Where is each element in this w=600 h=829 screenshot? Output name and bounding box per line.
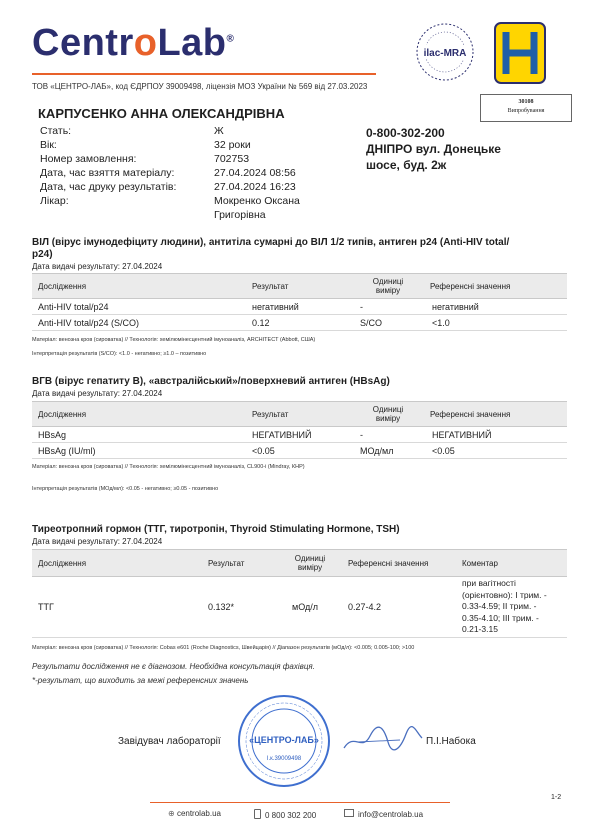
section-title-hiv: ВІЛ (вірус імунодефіциту людини), антитіла сумарні до ВІЛ 1/2 типів, антиген p24 (Anti-HIV total/ p24) — [32, 237, 510, 260]
section-date-hiv: Дата видачі результату: 27.04.2024 — [32, 262, 163, 271]
field-label-age: Вік: — [40, 139, 57, 151]
contact-address-1: ДНІПРО вул. Донецьке — [366, 142, 501, 156]
table-cell: 0.132* — [208, 602, 235, 612]
contact-address-2: шосе, буд. 2ж — [366, 158, 447, 172]
table-cell: HBsAg — [38, 430, 67, 440]
section-date-tsh: Дата видачі результату: 27.04.2024 — [32, 537, 163, 546]
footer-divider — [150, 802, 450, 803]
mail-icon — [344, 809, 354, 817]
table-cell: <1.0 — [432, 318, 450, 328]
phone-icon — [254, 809, 261, 819]
section-title-tsh: Тиреотропний гормон (ТТГ, тиротропін, Thyroid Stimulating Hormone, TSH) — [32, 524, 400, 535]
svg-text:«ЦЕНТРО-ЛАБ»: «ЦЕНТРО-ЛАБ» — [249, 735, 319, 745]
row-divider — [32, 442, 567, 443]
table-cell: 0.27-4.2 — [348, 602, 382, 612]
header-divider — [32, 73, 376, 75]
signature-label: Завідувач лабораторії — [118, 736, 221, 747]
svg-text:І.к.39009498: І.к.39009498 — [266, 756, 302, 762]
section-interpretation: Інтерпретація результатів (S/CO): <1.0 - негативно; ≥1.0 – позитивно — [32, 351, 207, 357]
field-value-sex: Ж — [214, 125, 224, 137]
footer-phone[interactable]: 0 800 302 200 — [254, 809, 316, 820]
section-note: Матеріал: венозна кров (сироватка) // Технологія: Cobas e601 (Roche Diagnostics, Швейцарія) // Діапазон результатів (мОд/л): <0.005; 0.005-100; >100 — [32, 645, 415, 651]
table-cell: 0.12 — [252, 318, 270, 328]
table-cell-comment: при вагітності (орієнтовно): I трим. - 0.33-4.59; II трим. - 0.35-4.10; III трим. - 0.21-3.15 — [462, 578, 547, 634]
footer-email[interactable]: info@centrolab.ua — [344, 809, 423, 819]
out-of-range-note: *-результат, що виходить за межі референсних значень — [32, 676, 249, 685]
contact-phone: 0-800-302-200 — [366, 126, 445, 140]
row-divider — [32, 458, 567, 459]
table-cell: ТТГ — [38, 602, 54, 612]
table-cell: - — [360, 430, 363, 440]
table-cell: <0.05 — [252, 446, 275, 456]
row-divider — [32, 637, 567, 638]
table-cell: S/CO — [360, 318, 383, 328]
field-label-printed: Дата, час друку результатів: — [40, 181, 177, 193]
field-label-sex: Стать: — [40, 125, 72, 137]
field-label-sampled: Дата, час взяття матеріалу: — [40, 167, 175, 179]
section-title-hbsag: ВГВ (вірус гепатиту В), «австралійський»/поверхневий антиген (HBsAg) — [32, 376, 390, 387]
table-cell: негативний — [432, 302, 479, 312]
table-header-tsh: Дослідження Результат Одиниці виміру Референсні значення Коментар — [32, 549, 567, 577]
footer-website[interactable]: ⊕ centrolab.ua — [168, 809, 221, 818]
patient-name: КАРПУСЕНКО АННА ОЛЕКСАНДРІВНА — [38, 106, 285, 121]
field-value-doctor-cont: Григорівна — [214, 209, 266, 221]
page-number: 1-2 — [551, 794, 562, 801]
ua-accreditation-mark — [494, 22, 546, 84]
lab-seal — [234, 694, 334, 788]
section-interpretation: Інтерпретація результатів (МОд/мл): <0.05 - негативно; ≥0.05 - позитивно — [32, 486, 219, 492]
table-cell: МОд/мл — [360, 446, 394, 456]
disclaimer: Результати дослідження не є діагнозом. Необхідна консультація фахівця. — [32, 662, 315, 671]
table-cell: Anti-HIV total/p24 — [38, 302, 109, 312]
field-value-doctor: Мокренко Оксана — [214, 195, 300, 207]
table-header-hiv: Дослідження Результат Одиниці виміру Референсні значення — [32, 273, 567, 299]
field-value-printed: 27.04.2024 16:23 — [214, 181, 296, 193]
table-cell: негативний — [252, 302, 299, 312]
table-cell: <0.05 — [432, 446, 455, 456]
globe-icon: ⊕ — [168, 809, 175, 818]
table-cell: НЕГАТИВНИЙ — [252, 430, 312, 440]
table-cell: НЕГАТИВНИЙ — [432, 430, 492, 440]
field-label-doctor: Лікар: — [40, 195, 69, 207]
section-note: Матеріал: венозна кров (сироватка) // Технологія: хемілюмінесцентний імуноаналіз, CL900-i (Mindray, КНР) — [32, 464, 305, 470]
table-header-hbsag: Дослідження Результат Одиниці виміру Референсні значення — [32, 401, 567, 427]
table-cell: Anti-HIV total/p24 (S/CO) — [38, 318, 140, 328]
signatory-name: П.І.Набока — [426, 736, 476, 747]
field-value-age: 32 роки — [214, 139, 251, 151]
svg-text:ilac-MRA: ilac-MRA — [423, 48, 467, 59]
table-cell: мОд/л — [292, 602, 318, 612]
field-label-order: Номер замовлення: — [40, 153, 137, 165]
signature-mark — [340, 722, 424, 756]
field-value-sampled: 27.04.2024 08:56 — [214, 167, 296, 179]
brand-logo: CentroLab® — [32, 22, 235, 64]
table-cell: - — [360, 302, 363, 312]
ilac-mra-logo — [414, 22, 476, 82]
section-date-hbsag: Дата видачі результату: 27.04.2024 — [32, 389, 163, 398]
row-divider — [32, 314, 567, 315]
table-cell: HBsAg (IU/ml) — [38, 446, 96, 456]
field-value-order: 702753 — [214, 153, 250, 165]
section-note: Матеріал: венозна кров (сироватка) // Технологія: хемілюмінесцентний імуноаналіз, ARCHITECT (Abbott, США) — [32, 337, 316, 343]
company-info: ТОВ «ЦЕНТРО-ЛАБ», код ЄДРПОУ 39009498, ліцензія МОЗ України № 569 від 27.03.2023 — [32, 82, 368, 91]
row-divider — [32, 330, 567, 331]
accreditation-stamp: 30108 Випробування — [480, 94, 572, 122]
